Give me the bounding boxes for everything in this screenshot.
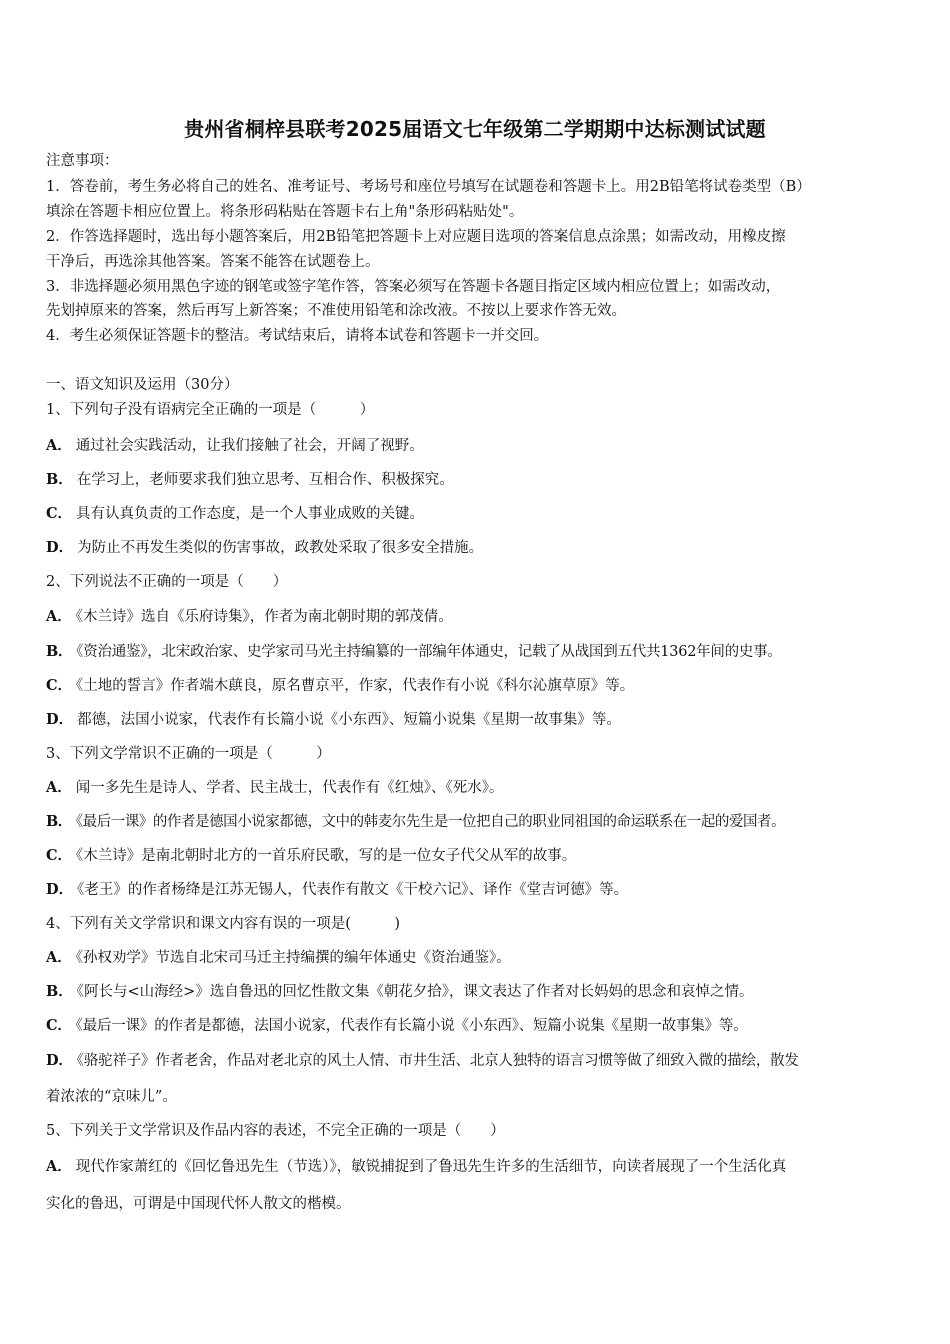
answer-option xyxy=(46,608,453,626)
answer-option xyxy=(46,1158,786,1176)
option-text: 《老王》的作者杨绛是江苏无锡人，代表作有散文《干校六记》、译作《堂吉诃德》等。 xyxy=(77,882,629,898)
option-text: 《木兰诗》选自《乐府诗集》，作者为南北朝时期的郭茂倩。 xyxy=(75,609,453,625)
option-text: 《木兰诗》是南北朝时北方的一首乐府民歌，写的是一位女子代父从军的故事。 xyxy=(76,848,577,864)
answer-option xyxy=(46,847,576,865)
option-letter: B． xyxy=(46,471,73,488)
option-letter: C． xyxy=(46,1017,72,1034)
answer-option xyxy=(46,779,504,797)
option-text: 《土地的誓言》作者端木蕻良，原名曹京平，作家，代表作有小说《科尔沁旗草原》等。 xyxy=(76,678,635,694)
notice-line: 2．作答选择题时，选出每小题答案后，用2B铅笔把答题卡上对应题目选项的答案信息点涂黑；如需改动，用橡皮擦 xyxy=(46,229,786,245)
answer-option xyxy=(46,881,628,899)
question-stem: 5、下列关于文学常识及作品内容的表述，不完全正确的一项是（ ） xyxy=(46,1123,505,1139)
answer-option xyxy=(46,471,454,489)
answer-option xyxy=(46,505,424,523)
notice-line: 干净后，再选涂其他答案。答案不能答在试题卷上。 xyxy=(46,254,380,270)
option-text: 闻一多先生是诗人、学者、民主战士，代表作有《红烛》、《死水》。 xyxy=(75,780,504,796)
exam-title: 贵州省桐梓县联考2025届语文七年级第二学期期中达标测试试题 xyxy=(184,117,766,141)
option-continuation: 实化的鲁迅，可谓是中国现代怀人散文的楷模。 xyxy=(46,1196,351,1212)
option-text: 《孙权劝学》节选自北宋司马迁主持编撰的编年体通史《资治通鉴》。 xyxy=(75,950,511,966)
question-stem: 4、下列有关文学常识和课文内容有误的一项是( ) xyxy=(46,916,401,932)
question-stem: 3、下列文学常识不正确的一项是（ ） xyxy=(46,746,331,762)
option-text: 通过社会实践活动，让我们接触了社会，开阔了视野。 xyxy=(75,438,424,454)
answer-option xyxy=(46,983,754,1001)
question-stem: 2、下列说法不正确的一项是（ ） xyxy=(46,574,288,590)
option-letter: D． xyxy=(46,1052,73,1069)
option-letter: A． xyxy=(46,608,72,625)
option-letter: C． xyxy=(46,847,73,864)
option-letter: A． xyxy=(46,779,72,796)
option-text: 《资治通鉴》，北宋政治家、史学家司马光主持编纂的一部编年体通史，记载了从战国到五代共1362年间的史事。 xyxy=(76,644,782,660)
option-letter: C． xyxy=(46,677,73,694)
option-letter: C． xyxy=(46,505,73,522)
option-letter: D． xyxy=(46,539,74,556)
question-stem: 1、下列句子没有语病完全正确的一项是（ ） xyxy=(46,402,375,418)
section-heading: 一、语文知识及运用（30分） xyxy=(46,377,239,393)
answer-option xyxy=(46,677,634,695)
option-continuation: 着浓浓的“京味儿”。 xyxy=(46,1089,177,1105)
option-text: 《阿长与<山海经>》选自鲁迅的回忆性散文集《朝花夕拾》，课文表达了作者对长妈妈的思念和哀悼之情。 xyxy=(76,984,754,1000)
option-text: 《最后一课》的作者是都德，法国小说家，代表作有长篇小说《小东西》、短篇小说集《星期一故事集》等。 xyxy=(75,1018,748,1034)
option-letter: A． xyxy=(46,437,72,454)
option-letter: A． xyxy=(46,1158,72,1175)
notice-line: 1．答卷前，考生务必将自己的姓名、准考证号、考场号和座位号填写在试题卷和答题卡上。用2B铅笔将试卷类型（B） xyxy=(46,179,811,195)
option-letter: B． xyxy=(46,983,73,1000)
option-letter: D． xyxy=(46,711,74,728)
answer-option xyxy=(46,1017,748,1035)
option-text: 《骆驼祥子》作者老舍，作品对老北京的风土人情、市井生活、北京人独特的语言习惯等做了细致入微的描绘，散发 xyxy=(76,1053,799,1069)
option-letter: B． xyxy=(46,643,73,660)
option-text: 具有认真负责的工作态度，是一个人事业成败的关键。 xyxy=(76,506,425,522)
option-text: 为防止不再发生类似的伤害事故，政教处采取了很多安全措施。 xyxy=(77,540,484,556)
option-letter: A． xyxy=(46,949,72,966)
answer-option xyxy=(46,813,785,831)
option-text: 在学习上，老师要求我们独立思考、互相合作、积极探究。 xyxy=(76,472,454,488)
option-letter: D． xyxy=(46,881,74,898)
answer-option xyxy=(46,437,424,455)
answer-option xyxy=(46,949,511,967)
option-letter: B． xyxy=(46,813,72,830)
notice-heading: 注意事项： xyxy=(46,153,119,169)
answer-option xyxy=(46,539,483,557)
answer-option xyxy=(46,711,621,729)
notice-line: 4．考生必须保证答题卡的整洁。考试结束后，请将本试卷和答题卡一并交回。 xyxy=(46,328,549,344)
answer-option xyxy=(46,1052,799,1070)
answer-option xyxy=(46,643,782,661)
notice-line: 先划掉原来的答案，然后再写上新答案；不准使用铅笔和涂改液。不按以上要求作答无效。 xyxy=(46,303,626,319)
option-text: 《最后一课》的作者是德国小说家都德，文中的韩麦尔先生是一位把自己的职业同祖国的命运联系在一起的爱国者。 xyxy=(75,814,786,830)
notice-line: 填涂在答题卡相应位置上。将条形码粘贴在答题卡右上角"条形码粘贴处"。 xyxy=(46,204,524,220)
option-text: 都德，法国小说家，代表作有长篇小说《小东西》、短篇小说集《星期一故事集》等。 xyxy=(77,712,621,728)
option-text: 现代作家萧红的《回忆鲁迅先生（节选）》，敏锐捕捉到了鲁迅先生许多的生活细节，向读者展现了一个生活化真 xyxy=(75,1159,787,1175)
notice-line: 3．非选择题必须用黑色字迹的钢笔或签字笔作答，答案必须写在答题卡各题目指定区域内相应位置上；如需改动， xyxy=(46,279,781,295)
